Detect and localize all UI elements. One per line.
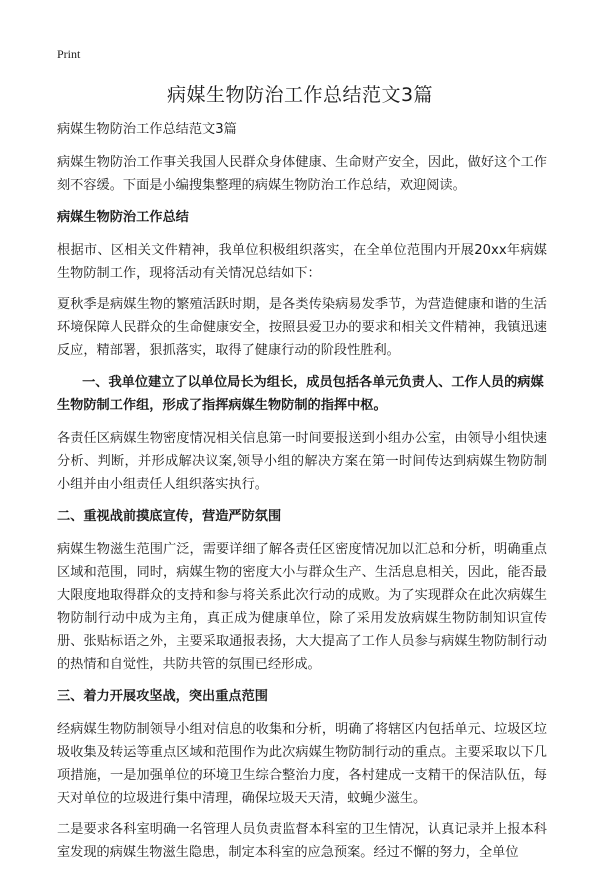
heading-2: 二、重视战前摸底宣传，营造严防氛围 bbox=[57, 509, 282, 524]
print-link[interactable]: Print bbox=[57, 47, 81, 61]
document-title: 病媒生物防治工作总结范文3篇 bbox=[166, 84, 434, 106]
heading-3: 三、着力开展攻坚战，突出重点范围 bbox=[57, 689, 268, 704]
document-subtitle: 病媒生物防治工作总结范文3篇 bbox=[57, 122, 237, 137]
paragraph-2: 夏秋季是病媒生物的繁殖活跃时期，是各类传染病易发季节，为营造健康和谐的生活环境保障人民群众的生命健康安全，按照县爱卫办的要求和相关文件精神，我镇迅速反应，精部署，狠抓落实，取得了健康行动的阶段性胜利。 bbox=[57, 297, 547, 358]
paragraph-6: 二是要求各科室明确一名管理人员负责监督本科室的卫生情况，认真记录并上报本科室发现的病媒生物滋生隐患，制定本科室的应急预案。经过不懈的努力，全单位 bbox=[57, 822, 547, 860]
paragraph-4: 病媒生物滋生范围广泛，需要详细了解各责任区密度情况加以汇总和分析，明确重点区域和范围，同时，病媒生物的密度大小与群众生产、生活息息相关，因此，能否最大限度地取得群众的支持和参与将关系此次行动的成败。为了实现群众在此次病媒生物防制行动中成为主角，真正成为健康单位，除了采用发放病媒生物防制知识宣传册、张贴标语之外，主要采取通报表扬，大大提高了工作人员参与病媒生物防制行动的热情和自觉性，共防共管的氛围已经形成。 bbox=[57, 542, 547, 672]
section-heading: 病媒生物防治工作总结 bbox=[57, 210, 189, 225]
intro-paragraph: 病媒生物防治工作事关我国人民群众身体健康、生命财产安全，因此，做好这个工作刻不容缓。下面是小编搜集整理的病媒生物防治工作总结，欢迎阅读。 bbox=[57, 155, 547, 193]
heading-1: 一、我单位建立了以单位局长为组长，成员包括各单元负责人、工作人员的病媒生物防制工作组，形成了指挥病媒生物防制的指挥中枢。 bbox=[57, 375, 544, 413]
paragraph-3: 各责任区病媒生物密度情况相关信息第一时间要报送到小组办公室，由领导小组快速分析、判断，并形成解决议案,领导小组的解决方案在第一时间传达到病媒生物防制小组并由小组责任人组织落实执行。 bbox=[57, 431, 547, 492]
paragraph-5: 经病媒生物防制领导小组对信息的收集和分析，明确了将辖区内包括单元、垃圾区垃圾收集及转运等重点区域和范围作为此次病媒生物防制行动的重点。主要采取以下几项措施，一是加强单位的环境卫生综合整治力度，各村建成一支精干的保洁队伍，每天对单位的垃圾进行集中清理，确保垃圾天天清，蚊蝇少滋生。 bbox=[57, 722, 547, 806]
document-body bbox=[57, 118, 547, 872]
paragraph-1: 根据市、区相关文件精神，我单位积极组织落实，在全单位范围内开展20xx年病媒生物防制工作，现将活动有关情况总结如下： bbox=[57, 243, 547, 281]
